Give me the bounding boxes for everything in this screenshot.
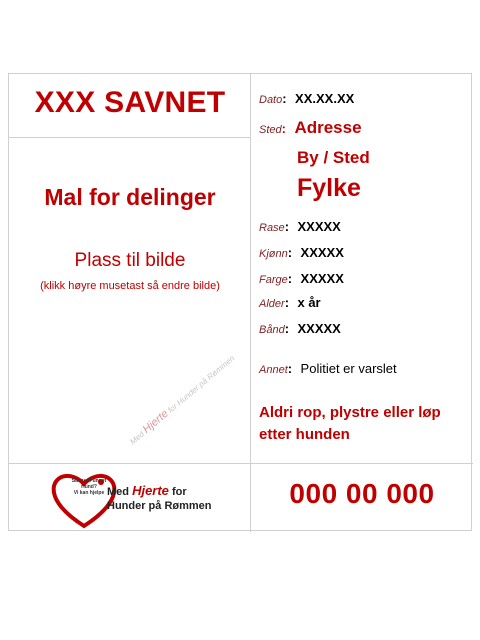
watermark — [127, 342, 250, 448]
kjonn-value: XXXXX — [300, 245, 344, 260]
rase-label: Rase — [259, 222, 285, 234]
info-row-rase: Rase: XXXXX — [259, 219, 341, 234]
warning-line-1: Aldri rop, plystre eller løp — [259, 404, 441, 421]
watermark-suffix: for Hunder på Rømmen — [164, 353, 237, 417]
band-label: Bånd — [259, 324, 285, 336]
heart-text-line-2: Hund? — [81, 484, 97, 490]
poster-title: XXX SAVNET — [34, 86, 226, 119]
info-row-band: Bånd: XXXXX — [259, 321, 341, 336]
sted-county: Fylke — [297, 174, 361, 202]
title-cell — [9, 74, 251, 138]
warning-line-2: etter hunden — [259, 426, 350, 443]
info-row-kjonn: Kjønn: XXXXX — [259, 245, 344, 260]
dato-label: Dato — [259, 94, 283, 106]
heart-text-line-1: Savnet/Funnet — [71, 478, 107, 484]
logo-line-1-prefix: Med — [107, 486, 133, 498]
logo-text — [107, 484, 212, 513]
heart-logo-text — [69, 478, 109, 496]
image-placeholder-cell[interactable] — [9, 138, 251, 464]
band-value: XXXXX — [297, 321, 341, 336]
info-row-farge: Farge: XXXXX — [259, 271, 344, 286]
logo-line-1-highlight: Hjerte — [132, 483, 169, 498]
image-placeholder-text: Plass til bilde — [74, 250, 186, 271]
annet-label: Annet — [259, 364, 288, 376]
farge-value: XXXXX — [300, 271, 344, 286]
template-title: Mal for delinger — [44, 184, 216, 210]
sted-city: By / Sted — [297, 148, 370, 167]
image-change-hint: (klikk høyre musetast så endre bilde) — [40, 280, 220, 292]
logo-line-1-suffix: for — [168, 486, 187, 498]
info-row-annet: Annet: Politiet er varslet — [259, 361, 397, 376]
logo-line-2: Hunder på Rømmen — [107, 500, 212, 512]
annet-value: Politiet er varslet — [300, 361, 397, 376]
info-row-dato: Dato: XX.XX.XX — [259, 91, 355, 106]
info-row-sted: Sted: Adresse — [259, 118, 362, 137]
logo-line-1 — [107, 484, 212, 499]
alder-label: Alder — [259, 298, 285, 310]
watermark-prefix: Med — [128, 428, 148, 447]
phone-cell — [251, 464, 473, 532]
missing-dog-poster — [8, 73, 472, 531]
heart-text-line-3: Vi kan hjelpe — [73, 490, 105, 496]
farge-label: Farge — [259, 274, 288, 286]
sted-label: Sted — [259, 124, 282, 136]
sted-address: Adresse — [294, 118, 362, 137]
info-row-alder: Alder: x år — [259, 295, 321, 310]
info-cell — [251, 74, 473, 464]
phone-number: 000 00 000 — [289, 478, 435, 509]
kjonn-label: Kjønn — [259, 248, 288, 260]
watermark-highlight: Hjerte — [140, 407, 171, 436]
alder-value: x år — [297, 295, 321, 310]
logo-cell — [9, 464, 251, 532]
dato-value: XX.XX.XX — [295, 91, 355, 106]
rase-value: XXXXX — [297, 219, 341, 234]
